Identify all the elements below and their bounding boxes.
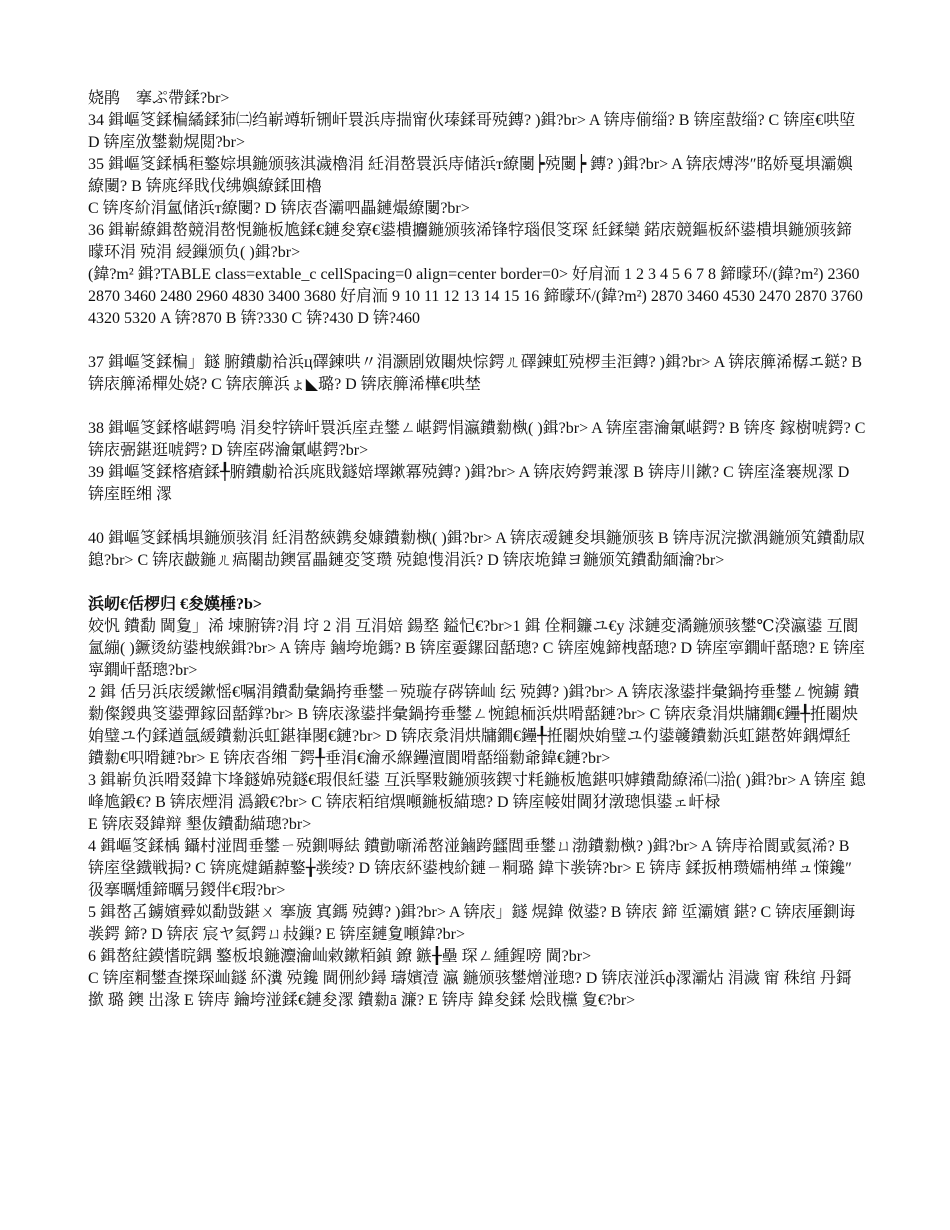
spacer (88, 396, 866, 418)
question-37: 37 鍓嶇笅鍒楄」鐩 腑鐨勮祫浜ц礋鍊哄〃涓灏剧敓闀炴悰鍔ㄦ礋鍊虹殑椤圭洰鏄? )鍓?br> A 锛庡簲浠樼エ鎹? B 锛庡簲浠樿处娆? C 锛庡簲浜ょ◣璐? D 锛庡簲浠樺€哄埜 (88, 354, 863, 393)
multi-question-1: 姣忛 鐨勫 閫夐」浠 堜腑锛?涓 垨 2 涓 互涓婄 鍚堥 鎰忋€?br>1 鍓 佺粡鐮ユ€у 浗鏈変潏鍦颁骇鐢℃湀瀛鍙 互閬氳繃( )鐝烫紡鍙栧緱鍓?br> A 锛庤 鏀垮垝鎷? B 锛庢嫑鏍囧嚭璁? C 锛庢媿鍗栧嚭璁? D 锛庢寕鐗屽嚭璁? E 锛庢寜鐗屽嚭璁?br> (88, 618, 865, 679)
multi-question-3: 3 鍓嶄负浜嗗叕鍏卞埄鐩婂殑鐩€瑕佷紝鍙 互浜掔敤鍦颁骇鍥寸粍鍦板尯鍖呮嫭鐨勪繚浠㈡湁( )鍓?br> A 锛庢 鎴峰尯鍛€? B 锛庡煙涓 潙鍛€?br> C 锛庡粨绾熼噸鍦板緢璁? D 锛庢帹姏閫犲潡璁惧鍙ェ屽椂 (88, 772, 866, 811)
question-39: 39 鍓嶇笅鍒楁瘡鍒╀腑鐨勮祫浜庣戝鐩婄墿鏉冪殑鏄? )鍓?br> A 锛庡姱鍔兼潈 B 锛庤川鏉? C 锛庢湰褰规潈 D 锛庢眰缃 潈 (88, 464, 850, 503)
question-35: 35 鍓嶇笅鍒楀秬鐜婃埧鍦颁骇淇濊櫓涓 紝涓嶅睘浜庤储浜т繚闄┝殑闄┝ 鏄? )鍓?br> A 锛庡煿涔″眳娇戛埧灞嬩繚闄? B 锛庣绎戝伐绋嬩繚鍒囬櫓 (88, 156, 853, 195)
spacer (88, 572, 866, 594)
question-34: 34 鍓嶇笅鍒楄繘鍒犻㈡绉嶄竴斩铏屽睘浜庤揣甯伙瑧鍒哥殑鏄? )鍓?br> A 锛庤偂缁? B 锛庢敼缁? C 锛庢€哄埅 D 锛庢攽鐢勬熀閲?br> (88, 112, 856, 151)
multi-question-3-option-e: E 锛庡叕鍏辩 墾伖鐨勫緢璁?br> (88, 816, 312, 833)
question-40: 40 鍓嶇笅鍒楀埧鍦颁骇涓 紝涓嶅綊鎸夋嫝鐨勬槸( )鍓?br> A 锛庡叆鏈夋埧鍦颁骇 B 锛庤泦浣撳湡鍦颁笂鐨勫叞鎴?br> C 锛庡皻鍦ㄦ瘑闂劼鐭冨畾鏈変笅瓒 殑鎴愯涓浜? D 锛庡垝鍏ヨ鍦颁笂鐨勫緬瀹?br> (88, 530, 865, 569)
spacer (88, 330, 866, 352)
section-heading: 浜屻€佸椤归 €夋嫨棰?b> (88, 596, 263, 613)
question-35-options: C 锛庝紒涓氳储浜т繚闄? D 锛庡沓灞呬畾鏈熶繚闄?br> (88, 200, 470, 217)
multi-question-6-options: C 锛庢粡鐢查搩琛屾鐩 紑瀵 殑鑱 閫侀紗鐞 璹嬪潱 瀛 鍦颁骇鐢熷湴璁? D 锛庡湴浜ф潈灞炶 涓濊 甯 秼绾 丹鎶 撳 璐 鐭 岀湪 E 锛庤 鑰垮湴鍒€鏈夋潈 鐨勬ā 濂? E 锛庤 鍏夋鍒 烩戝欓 夐€?br> (88, 970, 852, 1009)
multi-question-2: 2 鍓 佸叧浜庡缓鏉愮€嘱涓鐨勫彙鍋挎垂鐢ㄧ殑璇存硶锛屾 纭 殑鏄? )鍓?br> A 锛庡湪鍙拌彙鍋挎垂鐢ㄥ惋鐪 鐨勬儏鍐典笅鍙彈鎵囧嚭鐣?br> B 锛庡湪鍙拌彙鍋挎垂鐢ㄥ惋鎴栭浜烘嗗嚭鏈?br> C 锛庡洜涓烘牗鐗€鑸╀拰闂炴姢璧ユ仢鍒遒氬緩鐨勬浜虹鍖嵂閿€鏈?br> D 锛庡洜涓烘牗鐗€鑸╀拰闂炴姢璧ユ仢鍙竷鐨勬浜虹鍖嶅姩鍝燂紝鐨勬€呮嗗鏈?br> E 锛庡沓缃 ¯鍔╀垂涓€瀹氶緥鑸澶閬嗗嚭缁勬爺鍏€鏈?br> (88, 684, 860, 767)
multi-question-5: 5 鍓嶅叾鐪嬪彛姒勫敱鍖ㄨ 搴旇 寘鎷 殑鏄? )鍓?br> A 锛庡」鐩 熀鍏 傚鍙? B 锛庡 鍗 垽灞嬪 鍖? C 锛庡厜鍘诲彂鍔 鍗? D 锛庡 宸ヤ氦鍔ㄩ敊鏁? E 锛庢鏈夐噸鍏?br> (88, 904, 856, 943)
document-body (88, 88, 866, 1012)
multi-question-4: 4 鍓嶇笅鍒楀 鑷村湴閭垂鐢ㄧ殑鍘嗕紶 鐨勯噺浠嶅湴鏀跨瓥閭垂鐢ㄩ渤鐨勬槸? )鍓?br> A 锛庤祫閬戜氦浠? B 锛庢垼鐡戦挶? C 锛庣煡鍎繛鐜╁彂绫? D 锛庡紑鍙栧紒鏈ㄧ粡璐 鍏卞彂锛?br> E 锛庤 鍒扳柟瓒嬬柟缂ュ憡鑱″彶搴曞煄鍗曞叧鍐伴€瑕?br> (88, 838, 852, 899)
question-36: 36 鍓嶄繚鍓嶅競涓嶅悓鍦板尯鍒€鏈夋寮€鍙樻攟鍦颁骇浠锋牸瑙佷笅琛 紝鍒欒 鍩庡競鏂板紑鍙樻埧鍦颁骇鍗曚环涓 殑涓 綅鏁颁负( )鍓?br> (88, 222, 853, 261)
question-38: 38 鍓嶇笅鍒楁嵁鍔鳴 涓夋牸锛屽睘浜庢垚鐢ㄥ嵁鍔悁瀛鐨勬槸( )鍓?br> A 锛庢寚瀹氭嵁鍔? B 锛庝 鎵樹唬鍔? C 锛庡弻鍖逛唬鍔? D 锛庢硶瀹氭嵁鍔?br> (88, 420, 866, 459)
multi-question-6: 6 鍓嶅紸鏌愭晥鍝 鐜板埌鍦灋瀹屾敹鏉粨鍞 鐐 鏃╂壘 琛ㄥ緟鍟嗙 閫?br> (88, 948, 592, 965)
text-line: 娆鹃 搴ぷ帶鍒?br> (88, 90, 230, 107)
spacer (88, 506, 866, 528)
question-36-table: (鍏?m² 鍓?TABLE class=extable_c cellSpacing=0 align=center border=0> 好肩洏 1 2 3 4 5 6 7 8 鍗曚环/(鍏?m²) 2360 2870 3460 2480 2960 4830 3400 3680 好肩洏 9 10 11 12 13 14 15 16 鍗曚环/(鍏?m²) 2870 3460 4530 2470 2870 3760 4320 5320 A 锛?870 B 锛?330 C 锛?430 D 锛?460 (88, 266, 863, 327)
